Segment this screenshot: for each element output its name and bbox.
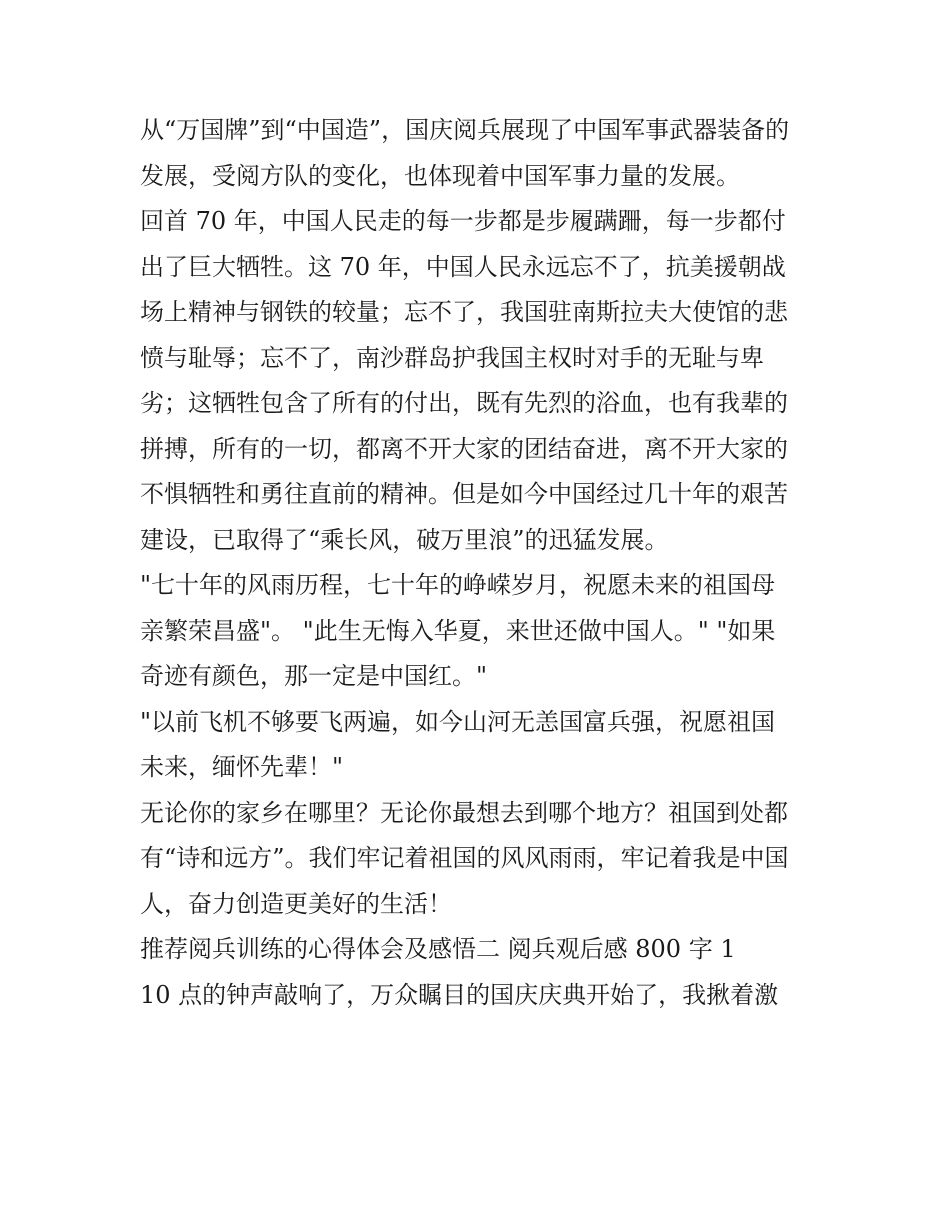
- text-line: 亲繁荣昌盛"。 "此生无悔入华夏，来世还做中国人。" "如果: [140, 616, 776, 645]
- text-line: 不惧牺牲和勇往直前的精神。但是如今中国经过几十年的艰苦: [140, 480, 788, 508]
- text-line: 回首 70 年，中国人民走的每一步都是步履蹒跚，每一步都付: [140, 207, 786, 235]
- text-line: 未来，缅怀先辈！": [140, 753, 344, 781]
- section-heading: 推荐阅兵训练的心得体会及感悟二 阅兵观后感 800 字 1: [140, 935, 736, 963]
- text-line: 10 点的钟声敲响了，万众瞩目的国庆庆典开始了，我揪着激: [140, 980, 779, 1009]
- text-line: 劣；这牺牲包含了所有的付出，既有先烈的浴血，也有我辈的: [140, 389, 788, 417]
- text-line: 发展，受阅方队的变化，也体现着中国军事力量的发展。: [140, 161, 740, 190]
- text-line: 愤与耻辱；忘不了，南沙群岛护我国主权时对手的无耻与卑: [140, 343, 764, 372]
- text-line: 无论你的家乡在哪里？无论你最想去到哪个地方？祖国到处都: [140, 798, 788, 827]
- text-line: 建设，已取得了“乘长风，破万里浪”的迅猛发展。: [140, 525, 669, 554]
- text-line: 有“诗和远方”。我们牢记着祖国的风风雨雨，牢记着我是中国: [140, 844, 789, 872]
- text-line: 场上精神与钢铁的较量；忘不了，我国驻南斯拉夫大使馆的悲: [140, 298, 788, 326]
- text-line: 人，奋力创造更美好的生活！: [140, 889, 452, 918]
- text-line: 拼搏，所有的一切，都离不开大家的团结奋进，离不开大家的: [140, 434, 788, 463]
- document-body: [140, 108, 830, 1018]
- text-line: 奇迹有颜色，那一定是中国红。": [140, 662, 488, 690]
- text-line: "以前飞机不够要飞两遍，如今山河无恙国富兵强，祝愿祖国: [140, 707, 776, 736]
- text-line: 从“万国牌”到“中国造”，国庆阅兵展现了中国军事武器装备的: [140, 116, 790, 144]
- text-line: 出了巨大牺牲。这 70 年，中国人民永远忘不了，抗美援朝战: [140, 252, 786, 281]
- text-line: "七十年的风雨历程，七十年的峥嵘岁月，祝愿未来的祖国母: [140, 571, 776, 599]
